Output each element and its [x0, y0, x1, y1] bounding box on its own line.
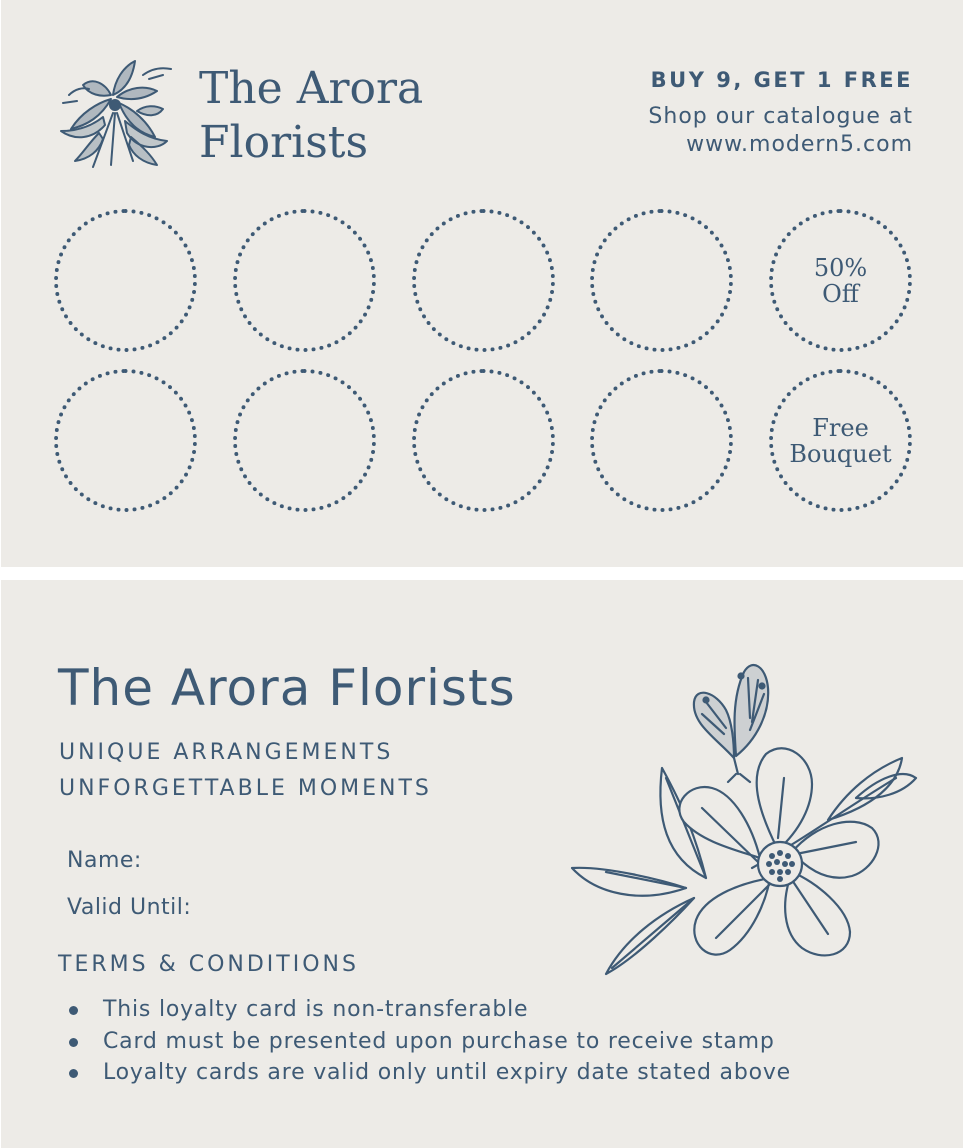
stamp-circle-1[interactable] [54, 209, 197, 352]
stamp-circle-4[interactable] [590, 209, 733, 352]
catalogue-text: Shop our catalogue at [648, 104, 913, 129]
stamp-circle-reward-bouquet[interactable] [769, 369, 912, 512]
butterfly-icon [694, 665, 768, 782]
stamp-label: Free [812, 413, 869, 442]
brand-name [199, 62, 423, 170]
stamp-label: Off [822, 279, 859, 308]
back-title: The Arora Florists [58, 659, 516, 717]
stamp-circle-8[interactable] [590, 369, 733, 512]
terms-item: Loyalty cards are valid only until expiry date stated above [63, 1057, 791, 1089]
lily-bouquet-icon [53, 55, 178, 170]
stamp-circle-3[interactable] [412, 209, 555, 352]
valid-until-field-label: Valid Until: [67, 895, 192, 920]
offer-block [648, 66, 913, 159]
offer-headline: BUY 9, GET 1 FREE [650, 68, 913, 92]
tagline-line2: UNFORGETTABLE MOMENTS [59, 776, 432, 801]
stamp-circle-5[interactable] [54, 369, 197, 512]
terms-heading: TERMS & CONDITIONS [58, 952, 359, 977]
loyalty-card-back [1, 580, 963, 1148]
stamp-circle-2[interactable] [233, 209, 376, 352]
flower-with-butterfly-icon [566, 658, 921, 988]
stamp-circle-7[interactable] [412, 369, 555, 512]
website-url: www.modern5.com [686, 132, 913, 157]
stamp-circle-6[interactable] [233, 369, 376, 512]
tagline-line1: UNIQUE ARRANGEMENTS [59, 740, 394, 765]
terms-item: Card must be presented upon purchase to receive stamp [63, 1026, 791, 1058]
name-field-label: Name: [67, 848, 142, 873]
stamp-label: Bouquet [789, 439, 892, 468]
terms-item: This loyalty card is non-transferable [63, 994, 791, 1026]
stamp-label: 50% [813, 253, 868, 282]
stamp-circle-reward-discount[interactable] [769, 209, 912, 352]
brand-name-line1: The Arora [199, 63, 424, 114]
brand-name-line2: Florists [199, 117, 369, 168]
terms-list [63, 994, 791, 1089]
tagline [59, 735, 432, 807]
loyalty-card-front [1, 0, 963, 567]
